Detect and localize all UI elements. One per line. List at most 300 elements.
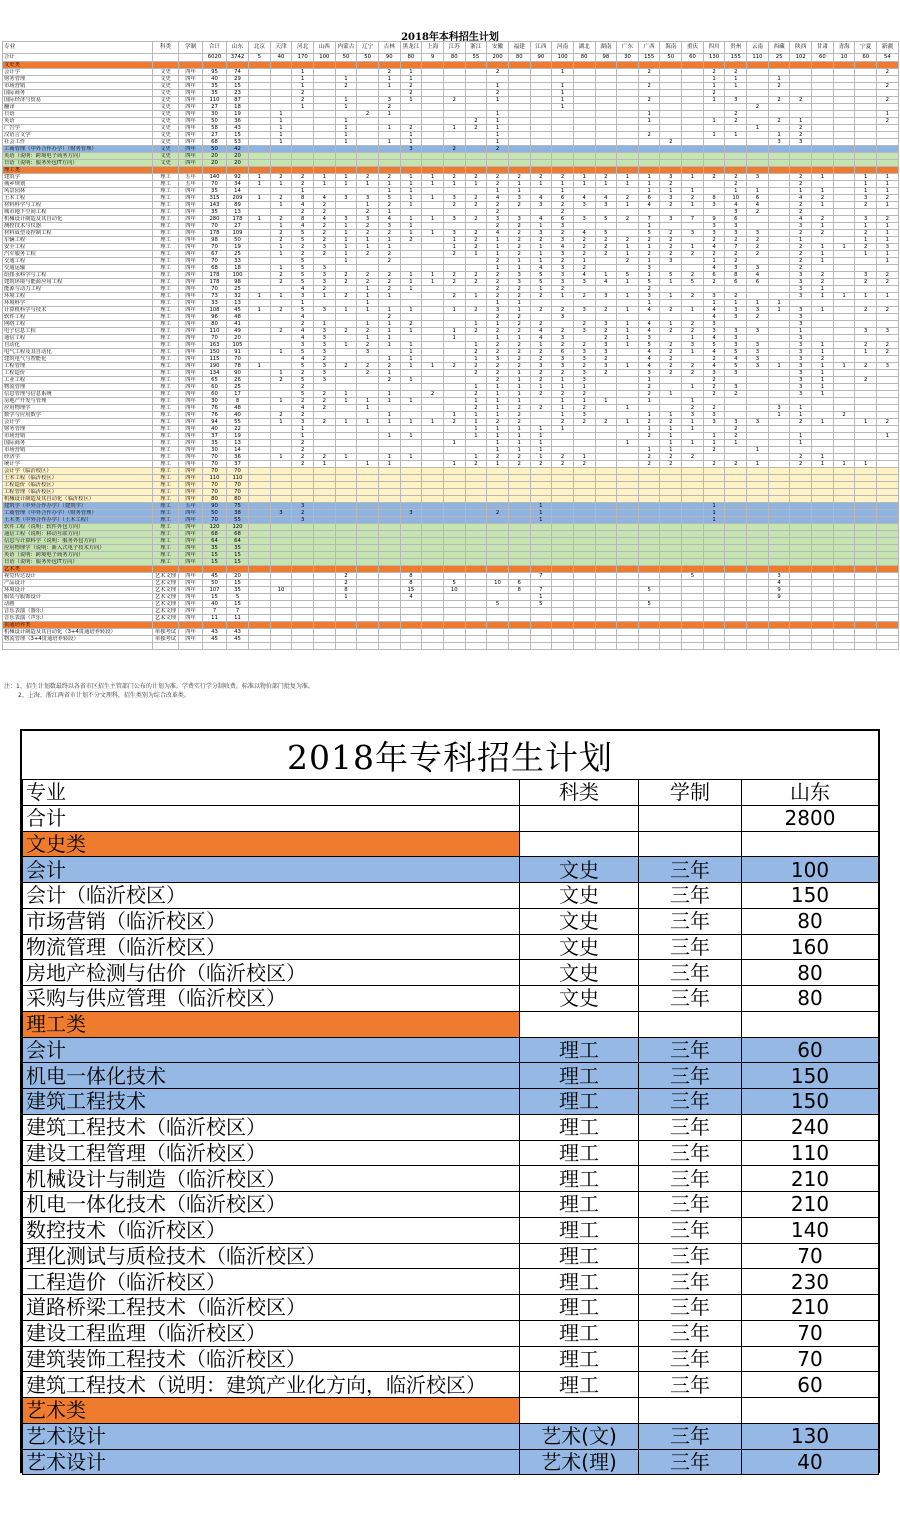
table-cell: 理工 xyxy=(153,202,179,209)
table-cell: 1 xyxy=(682,349,704,356)
table-cell xyxy=(530,90,552,97)
table-cell: 1 xyxy=(877,202,899,209)
table-cell: 2 xyxy=(595,251,617,258)
table-cell xyxy=(682,314,704,321)
table-cell xyxy=(617,90,639,97)
table-cell xyxy=(639,831,742,857)
table-cell xyxy=(465,188,487,195)
table-cell: 1 xyxy=(595,272,617,279)
table-cell: 1 xyxy=(378,209,400,216)
table-cell xyxy=(335,405,357,412)
table-cell: 2 xyxy=(270,195,292,202)
table-cell: 三年 xyxy=(639,1269,742,1295)
table-cell xyxy=(747,76,769,83)
table-cell xyxy=(617,461,639,468)
table-cell: 2 xyxy=(465,391,487,398)
table-cell: 1 xyxy=(443,244,465,251)
table-cell xyxy=(400,615,422,622)
table-cell xyxy=(725,167,747,174)
table-cell xyxy=(660,587,682,594)
table-cell xyxy=(855,433,877,440)
table-cell: 70 xyxy=(203,335,227,342)
table-cell: 山西 xyxy=(313,42,335,54)
table-cell xyxy=(270,426,292,433)
table-cell xyxy=(249,461,271,468)
table-cell xyxy=(833,524,855,531)
table-cell: 3 xyxy=(790,321,812,328)
table-cell xyxy=(768,461,790,468)
table-cell xyxy=(530,468,552,475)
table-cell: 1 xyxy=(638,223,660,230)
table-cell xyxy=(617,146,639,153)
table-cell: 3 xyxy=(552,223,574,230)
table-cell xyxy=(292,118,314,125)
table-cell xyxy=(443,559,465,566)
table-cell xyxy=(833,69,855,76)
table-cell xyxy=(638,440,660,447)
table-row xyxy=(23,934,879,960)
table-cell: 2 xyxy=(660,328,682,335)
table-cell: 合计 xyxy=(203,42,227,54)
table-cell: 文史 xyxy=(153,111,179,118)
table-cell xyxy=(249,531,271,538)
table-cell xyxy=(422,440,444,447)
table-cell: 理工 xyxy=(153,342,179,349)
table-cell xyxy=(638,153,660,160)
table-cell: 理工 xyxy=(520,1089,639,1115)
table-cell xyxy=(378,503,400,510)
table-cell xyxy=(790,398,812,405)
table-cell: 1 xyxy=(768,363,790,370)
table-cell xyxy=(335,601,357,608)
table-cell: 四年 xyxy=(179,97,203,104)
table-cell: 单独考试 xyxy=(153,629,179,636)
table-cell xyxy=(747,601,769,608)
table-cell xyxy=(638,496,660,503)
table-cell xyxy=(443,384,465,391)
table-cell xyxy=(877,426,899,433)
table-cell: 1 xyxy=(552,412,574,419)
table-cell: 2 xyxy=(400,125,422,132)
table-cell: 3 xyxy=(725,97,747,104)
table-cell xyxy=(660,566,682,573)
table-cell xyxy=(725,587,747,594)
table-cell xyxy=(768,153,790,160)
table-cell: 3 xyxy=(552,356,574,363)
table-cell xyxy=(378,118,400,125)
table-cell: 四年 xyxy=(179,188,203,195)
table-cell: 机械设计与制造（临沂校区） xyxy=(23,1166,520,1192)
table-cell xyxy=(617,601,639,608)
table-cell xyxy=(357,391,379,398)
table-cell xyxy=(682,538,704,545)
table-cell xyxy=(877,615,899,622)
table-cell xyxy=(400,265,422,272)
table-cell xyxy=(552,552,574,559)
table-cell: 67 xyxy=(203,251,227,258)
table-cell xyxy=(725,475,747,482)
table-cell xyxy=(595,643,617,650)
table-cell: 1 xyxy=(378,461,400,468)
table-cell xyxy=(617,104,639,111)
table-row xyxy=(3,461,899,468)
table-cell xyxy=(292,566,314,573)
table-cell: 2 xyxy=(812,216,834,223)
table-cell xyxy=(833,510,855,517)
table-cell: 2 xyxy=(855,377,877,384)
table-cell xyxy=(703,643,725,650)
table-cell: 6 xyxy=(725,279,747,286)
table-cell xyxy=(249,258,271,265)
table-cell: 翻译 xyxy=(3,104,153,111)
table-cell xyxy=(422,300,444,307)
table-cell xyxy=(249,167,271,174)
table-cell xyxy=(335,552,357,559)
table-cell: 2 xyxy=(725,251,747,258)
table-cell xyxy=(249,398,271,405)
undergrad-table xyxy=(2,41,899,650)
table-cell: 3 xyxy=(292,503,314,510)
table-cell xyxy=(508,503,530,510)
table-cell: 三年 xyxy=(639,1217,742,1243)
table-cell xyxy=(443,258,465,265)
table-cell: 1 xyxy=(747,447,769,454)
table-cell xyxy=(422,223,444,230)
table-cell xyxy=(573,475,595,482)
table-cell: 车辆工程 xyxy=(3,237,153,244)
table-cell: 会计学 xyxy=(3,419,153,426)
table-cell: 四年 xyxy=(179,496,203,503)
table-cell xyxy=(400,517,422,524)
table-cell: 80 xyxy=(400,54,422,62)
table-cell xyxy=(487,615,509,622)
table-cell xyxy=(335,111,357,118)
table-cell: 文史 xyxy=(153,97,179,104)
table-cell: 1 xyxy=(378,244,400,251)
table-cell xyxy=(703,167,725,174)
table-cell xyxy=(552,622,574,629)
table-cell xyxy=(249,370,271,377)
table-cell xyxy=(855,587,877,594)
table-cell: 3 xyxy=(703,328,725,335)
table-cell xyxy=(573,300,595,307)
table-cell xyxy=(747,475,769,482)
table-cell: 四年 xyxy=(179,132,203,139)
table-cell: 92 xyxy=(227,174,249,181)
table-cell: 吉林 xyxy=(378,42,400,54)
table-cell xyxy=(508,146,530,153)
table-cell xyxy=(660,496,682,503)
table-cell: 2 xyxy=(855,363,877,370)
table-cell: 1 xyxy=(660,293,682,300)
table-cell xyxy=(703,594,725,601)
table-cell: 3 xyxy=(313,363,335,370)
table-row xyxy=(3,244,899,251)
table-cell xyxy=(877,62,899,69)
table-cell: 2 xyxy=(530,293,552,300)
table-cell: 1 xyxy=(249,181,271,188)
table-cell xyxy=(595,160,617,167)
table-cell: 1 xyxy=(790,328,812,335)
table-cell xyxy=(812,335,834,342)
table-cell: 2 xyxy=(682,370,704,377)
table-row xyxy=(3,608,899,615)
table-cell: 1 xyxy=(292,76,314,83)
table-cell xyxy=(833,328,855,335)
table-cell: 3 xyxy=(552,314,574,321)
table-cell: 1 xyxy=(508,181,530,188)
table-cell xyxy=(249,223,271,230)
table-cell: 2 xyxy=(660,342,682,349)
table-cell xyxy=(335,314,357,321)
table-cell: 4 xyxy=(487,230,509,237)
table-cell xyxy=(617,76,639,83)
table-cell xyxy=(595,300,617,307)
table-cell xyxy=(747,489,769,496)
table-cell xyxy=(595,132,617,139)
table-cell: 2 xyxy=(747,237,769,244)
table-cell: 理工 xyxy=(153,258,179,265)
table-cell xyxy=(443,167,465,174)
table-cell: 四年 xyxy=(179,83,203,90)
table-cell xyxy=(573,629,595,636)
table-row xyxy=(3,503,899,510)
table-cell xyxy=(520,1011,639,1037)
table-cell xyxy=(400,426,422,433)
table-cell xyxy=(378,384,400,391)
table-cell xyxy=(660,111,682,118)
table-cell xyxy=(682,468,704,475)
table-cell xyxy=(682,76,704,83)
table-cell: 2 xyxy=(378,377,400,384)
table-cell: 155 xyxy=(725,54,747,62)
table-cell: 1 xyxy=(682,307,704,314)
table-cell: 1 xyxy=(682,174,704,181)
table-cell xyxy=(682,594,704,601)
table-cell: 2 xyxy=(703,174,725,181)
table-cell: 3 xyxy=(855,328,877,335)
table-cell: 3 xyxy=(552,251,574,258)
table-cell xyxy=(747,587,769,594)
table-cell: 四年 xyxy=(179,251,203,258)
table-cell: 42 xyxy=(227,146,249,153)
table-cell xyxy=(249,489,271,496)
table-cell: 8 xyxy=(508,587,530,594)
table-cell xyxy=(335,559,357,566)
table-cell xyxy=(877,587,899,594)
table-cell xyxy=(768,181,790,188)
table-cell xyxy=(465,209,487,216)
table-cell xyxy=(660,209,682,216)
table-cell: 15 xyxy=(227,552,249,559)
table-cell: 1 xyxy=(638,111,660,118)
table-cell xyxy=(313,552,335,559)
table-cell xyxy=(552,132,574,139)
table-cell xyxy=(877,636,899,643)
table-cell xyxy=(573,160,595,167)
table-cell: 艺术文理 xyxy=(153,580,179,587)
table-cell xyxy=(249,524,271,531)
table-cell xyxy=(335,545,357,552)
table-row xyxy=(3,104,899,111)
table-cell xyxy=(270,62,292,69)
table-cell xyxy=(573,76,595,83)
table-cell: 2 xyxy=(790,265,812,272)
table-cell: 15 xyxy=(203,559,227,566)
table-cell: 70 xyxy=(203,258,227,265)
table-cell xyxy=(153,643,179,650)
table-row xyxy=(23,1346,879,1372)
table-row xyxy=(3,426,899,433)
table-cell xyxy=(833,97,855,104)
table-cell xyxy=(335,496,357,503)
table-cell xyxy=(530,314,552,321)
table-cell: 文史 xyxy=(153,104,179,111)
table-cell xyxy=(443,538,465,545)
table-cell: 四年 xyxy=(179,461,203,468)
table-cell xyxy=(768,146,790,153)
table-cell xyxy=(877,167,899,174)
table-cell xyxy=(179,62,203,69)
table-cell: 2 xyxy=(487,69,509,76)
table-cell xyxy=(855,62,877,69)
table-cell xyxy=(617,384,639,391)
table-cell xyxy=(790,62,812,69)
table-cell xyxy=(400,293,422,300)
table-cell: 1 xyxy=(812,370,834,377)
table-cell: 3 xyxy=(703,419,725,426)
table-cell xyxy=(617,510,639,517)
table-cell xyxy=(703,398,725,405)
table-cell xyxy=(595,209,617,216)
table-cell: 95 xyxy=(203,69,227,76)
table-cell xyxy=(249,615,271,622)
table-row xyxy=(3,405,899,412)
table-cell xyxy=(552,636,574,643)
table-cell xyxy=(790,545,812,552)
table-cell xyxy=(833,531,855,538)
table-cell xyxy=(465,468,487,475)
table-cell xyxy=(595,552,617,559)
table-cell: 30 xyxy=(203,398,227,405)
table-cell xyxy=(465,636,487,643)
table-cell: 理工 xyxy=(520,1114,639,1140)
table-cell xyxy=(313,111,335,118)
table-cell: 4 xyxy=(292,286,314,293)
table-cell: 四年 xyxy=(179,153,203,160)
table-cell: 2 xyxy=(530,307,552,314)
table-cell: 2 xyxy=(595,237,617,244)
table-cell xyxy=(378,566,400,573)
table-cell xyxy=(790,622,812,629)
table-cell xyxy=(595,461,617,468)
table-cell xyxy=(357,160,379,167)
table-cell: 100 xyxy=(552,54,574,62)
table-cell xyxy=(617,118,639,125)
table-cell: 1 xyxy=(660,426,682,433)
table-cell xyxy=(855,209,877,216)
table-cell xyxy=(465,482,487,489)
table-cell: 2 xyxy=(725,391,747,398)
table-cell xyxy=(638,615,660,622)
table-cell: 5 xyxy=(595,230,617,237)
table-cell: 2 xyxy=(660,363,682,370)
table-cell xyxy=(595,405,617,412)
table-cell xyxy=(617,412,639,419)
table-cell xyxy=(249,300,271,307)
table-cell xyxy=(812,433,834,440)
table-cell xyxy=(747,321,769,328)
table-cell xyxy=(443,608,465,615)
table-cell xyxy=(313,384,335,391)
table-cell xyxy=(877,139,899,146)
table-cell xyxy=(313,426,335,433)
table-cell xyxy=(378,622,400,629)
table-cell xyxy=(378,475,400,482)
table-cell xyxy=(703,146,725,153)
table-cell: 75 xyxy=(227,503,249,510)
table-cell xyxy=(790,300,812,307)
table-cell xyxy=(400,300,422,307)
table-cell: 2 xyxy=(703,90,725,97)
table-cell xyxy=(855,132,877,139)
table-cell xyxy=(422,237,444,244)
table-cell xyxy=(855,496,877,503)
table-row xyxy=(3,111,899,118)
table-cell: 50 xyxy=(357,54,379,62)
table-cell xyxy=(812,90,834,97)
table-cell xyxy=(877,629,899,636)
table-cell: 理工 xyxy=(153,335,179,342)
table-cell xyxy=(465,517,487,524)
table-cell: 87 xyxy=(227,97,249,104)
table-cell xyxy=(833,76,855,83)
table-cell xyxy=(747,545,769,552)
table-cell: 3 xyxy=(335,216,357,223)
table-cell: 1 xyxy=(400,328,422,335)
table-cell xyxy=(595,545,617,552)
table-cell xyxy=(335,335,357,342)
table-cell xyxy=(595,573,617,580)
table-cell: 1 xyxy=(617,244,639,251)
table-cell xyxy=(465,160,487,167)
table-cell: 2 xyxy=(573,363,595,370)
table-cell xyxy=(660,531,682,538)
table-cell: 三年 xyxy=(639,1372,742,1398)
table-cell: 海南 xyxy=(660,42,682,54)
table-cell xyxy=(855,426,877,433)
table-cell: 2 xyxy=(313,209,335,216)
table-cell xyxy=(747,370,769,377)
table-cell: 3 xyxy=(508,216,530,223)
table-cell xyxy=(768,216,790,223)
table-cell xyxy=(855,475,877,482)
table-cell: 1 xyxy=(530,440,552,447)
table-cell xyxy=(747,440,769,447)
table-cell: 2 xyxy=(443,146,465,153)
table-cell: 1 xyxy=(400,342,422,349)
table-cell: 1 xyxy=(682,398,704,405)
table-cell: 20 xyxy=(227,335,249,342)
table-cell: 8 xyxy=(400,573,422,580)
table-cell: 安徽 xyxy=(487,42,509,54)
table-cell: 2 xyxy=(508,461,530,468)
table-cell xyxy=(465,69,487,76)
table-cell: 1 xyxy=(270,293,292,300)
table-cell xyxy=(790,76,812,83)
table-cell xyxy=(552,629,574,636)
table-cell xyxy=(422,356,444,363)
